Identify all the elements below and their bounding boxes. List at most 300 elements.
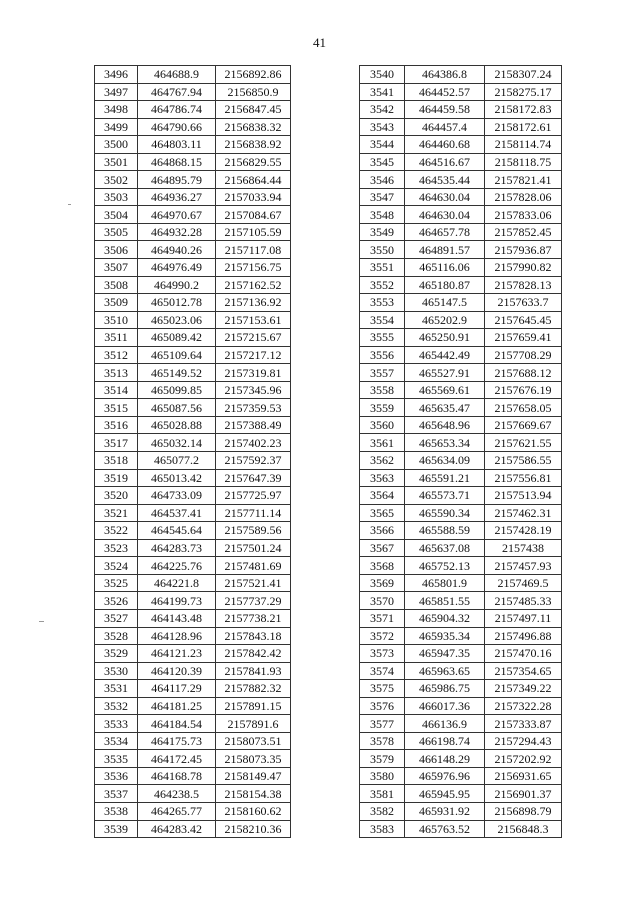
table-row [95,206,291,224]
x-coordinate-cell: 466198.74 [405,732,485,750]
y-coordinate-cell: 2157737.29 [216,592,291,610]
point-number-cell: 3524 [95,557,138,575]
y-coordinate-cell: 2157470.16 [485,645,562,663]
point-number-cell: 3528 [95,627,138,645]
y-coordinate-cell: 2158172.61 [485,118,562,136]
y-coordinate-cell: 2157217.12 [216,346,291,364]
x-coordinate-cell: 465147.5 [405,294,485,312]
y-coordinate-cell: 2157033.94 [216,188,291,206]
table-row [95,522,291,540]
table-row [360,171,562,189]
x-coordinate-cell: 464657.78 [405,223,485,241]
table-row [95,539,291,557]
y-coordinate-cell: 2157658.05 [485,399,562,417]
x-coordinate-cell: 465089.42 [138,329,216,347]
point-number-cell: 3577 [360,715,405,733]
table-row [360,487,562,505]
point-number-cell: 3580 [360,767,405,785]
point-number-cell: 3534 [95,732,138,750]
table-row [95,118,291,136]
table-row [360,592,562,610]
y-coordinate-cell: 2157688.12 [485,364,562,382]
x-coordinate-cell: 464175.73 [138,732,216,750]
point-number-cell: 3531 [95,680,138,698]
y-coordinate-cell: 2156892.86 [216,66,291,84]
y-coordinate-cell: 2157843.18 [216,627,291,645]
y-coordinate-cell: 2158172.83 [485,101,562,119]
table-row [95,802,291,820]
table-row [95,399,291,417]
y-coordinate-cell: 2156931.65 [485,767,562,785]
x-coordinate-cell: 465099.85 [138,381,216,399]
y-coordinate-cell: 2158160.62 [216,802,291,820]
table-row [360,276,562,294]
y-coordinate-cell: 2157202.92 [485,750,562,768]
x-coordinate-cell: 465963.65 [405,662,485,680]
y-coordinate-cell: 2158275.17 [485,83,562,101]
point-number-cell: 3583 [360,820,405,838]
table-row [95,311,291,329]
y-coordinate-cell: 2157669.67 [485,416,562,434]
scan-speck [68,204,71,205]
y-coordinate-cell: 2157501.24 [216,539,291,557]
point-number-cell: 3525 [95,574,138,592]
x-coordinate-cell: 465028.88 [138,416,216,434]
x-coordinate-cell: 464121.23 [138,645,216,663]
x-coordinate-cell: 464238.5 [138,785,216,803]
point-number-cell: 3550 [360,241,405,259]
x-coordinate-cell: 464128.96 [138,627,216,645]
point-number-cell: 3576 [360,697,405,715]
y-coordinate-cell: 2156838.32 [216,118,291,136]
table-row [95,504,291,522]
x-coordinate-cell: 464460.68 [405,136,485,154]
y-coordinate-cell: 2156898.79 [485,802,562,820]
point-number-cell: 3554 [360,311,405,329]
y-coordinate-cell: 2158114.74 [485,136,562,154]
y-coordinate-cell: 2156901.37 [485,785,562,803]
x-coordinate-cell: 464940.26 [138,241,216,259]
point-number-cell: 3552 [360,276,405,294]
point-number-cell: 3502 [95,171,138,189]
table-row [95,66,291,84]
x-coordinate-cell: 464895.79 [138,171,216,189]
table-row [95,241,291,259]
point-number-cell: 3572 [360,627,405,645]
point-number-cell: 3539 [95,820,138,838]
x-coordinate-cell: 464283.73 [138,539,216,557]
point-number-cell: 3557 [360,364,405,382]
y-coordinate-cell: 2157497.11 [485,609,562,627]
point-number-cell: 3530 [95,662,138,680]
y-coordinate-cell: 2158118.75 [485,153,562,171]
table-row [95,697,291,715]
table-row [95,785,291,803]
table-row [360,329,562,347]
x-coordinate-cell: 465149.52 [138,364,216,382]
x-coordinate-cell: 464630.04 [405,206,485,224]
table-row [360,259,562,277]
y-coordinate-cell: 2157481.69 [216,557,291,575]
x-coordinate-cell: 464767.94 [138,83,216,101]
x-coordinate-cell: 464452.57 [405,83,485,101]
point-number-cell: 3500 [95,136,138,154]
x-coordinate-cell: 465653.34 [405,434,485,452]
table-row [95,416,291,434]
x-coordinate-cell: 464688.9 [138,66,216,84]
table-row [95,452,291,470]
x-coordinate-cell: 466136.9 [405,715,485,733]
y-coordinate-cell: 2157842.42 [216,645,291,663]
table-row [360,223,562,241]
y-coordinate-cell: 2157828.13 [485,276,562,294]
point-number-cell: 3551 [360,259,405,277]
point-number-cell: 3569 [360,574,405,592]
y-coordinate-cell: 2157852.45 [485,223,562,241]
point-number-cell: 3545 [360,153,405,171]
x-coordinate-cell: 464221.8 [138,574,216,592]
table-row [95,223,291,241]
point-number-cell: 3501 [95,153,138,171]
table-row [360,785,562,803]
y-coordinate-cell: 2157589.56 [216,522,291,540]
y-coordinate-cell: 2158210.36 [216,820,291,838]
x-coordinate-cell: 465648.96 [405,416,485,434]
point-number-cell: 3513 [95,364,138,382]
x-coordinate-cell: 464172.45 [138,750,216,768]
x-coordinate-cell: 465250.91 [405,329,485,347]
x-coordinate-cell: 465635.47 [405,399,485,417]
table-row [95,83,291,101]
point-number-cell: 3522 [95,522,138,540]
y-coordinate-cell: 2157645.45 [485,311,562,329]
y-coordinate-cell: 2156847.45 [216,101,291,119]
table-row [360,820,562,838]
page-number: 41 [313,35,326,50]
y-coordinate-cell: 2157828.06 [485,188,562,206]
y-coordinate-cell: 2157833.06 [485,206,562,224]
x-coordinate-cell: 465077.2 [138,452,216,470]
point-number-cell: 3506 [95,241,138,259]
coordinates-table-right [359,65,562,838]
point-number-cell: 3565 [360,504,405,522]
x-coordinate-cell: 464868.15 [138,153,216,171]
table-row [95,276,291,294]
point-number-cell: 3555 [360,329,405,347]
y-coordinate-cell: 2157738.21 [216,609,291,627]
point-number-cell: 3540 [360,66,405,84]
point-number-cell: 3504 [95,206,138,224]
x-coordinate-cell: 465904.32 [405,609,485,627]
y-coordinate-cell: 2157359.53 [216,399,291,417]
x-coordinate-cell: 465588.59 [405,522,485,540]
x-coordinate-cell: 465986.75 [405,680,485,698]
y-coordinate-cell: 2156850.9 [216,83,291,101]
y-coordinate-cell: 2157936.87 [485,241,562,259]
x-coordinate-cell: 465752.13 [405,557,485,575]
point-number-cell: 3538 [95,802,138,820]
table-row [360,241,562,259]
y-coordinate-cell: 2157354.65 [485,662,562,680]
point-number-cell: 3543 [360,118,405,136]
x-coordinate-cell: 465527.91 [405,364,485,382]
y-coordinate-cell: 2158307.24 [485,66,562,84]
point-number-cell: 3499 [95,118,138,136]
point-number-cell: 3505 [95,223,138,241]
y-coordinate-cell: 2157496.88 [485,627,562,645]
table-body [95,66,291,838]
x-coordinate-cell: 465013.42 [138,469,216,487]
y-coordinate-cell: 2157469.5 [485,574,562,592]
x-coordinate-cell: 464143.48 [138,609,216,627]
table-row [360,504,562,522]
point-number-cell: 3573 [360,645,405,663]
x-coordinate-cell: 466148.29 [405,750,485,768]
point-number-cell: 3498 [95,101,138,119]
table-row [95,732,291,750]
x-coordinate-cell: 465947.35 [405,645,485,663]
table-row [95,434,291,452]
table-row [360,574,562,592]
y-coordinate-cell: 2157621.55 [485,434,562,452]
y-coordinate-cell: 2157891.15 [216,697,291,715]
x-coordinate-cell: 464283.42 [138,820,216,838]
scan-speck [39,621,44,622]
y-coordinate-cell: 2158073.51 [216,732,291,750]
table-row [360,715,562,733]
x-coordinate-cell: 465116.06 [405,259,485,277]
x-coordinate-cell: 464976.49 [138,259,216,277]
y-coordinate-cell: 2156864.44 [216,171,291,189]
y-coordinate-cell: 2157388.49 [216,416,291,434]
point-number-cell: 3537 [95,785,138,803]
coordinates-table-left [94,65,291,838]
table-row [95,662,291,680]
table-row [95,188,291,206]
table-row [360,118,562,136]
point-number-cell: 3518 [95,452,138,470]
point-number-cell: 3507 [95,259,138,277]
y-coordinate-cell: 2157319.81 [216,364,291,382]
y-coordinate-cell: 2157485.33 [485,592,562,610]
y-coordinate-cell: 2156829.55 [216,153,291,171]
y-coordinate-cell: 2157711.14 [216,504,291,522]
table-row [360,732,562,750]
y-coordinate-cell: 2157117.08 [216,241,291,259]
table-row [360,452,562,470]
point-number-cell: 3497 [95,83,138,101]
point-number-cell: 3523 [95,539,138,557]
point-number-cell: 3548 [360,206,405,224]
y-coordinate-cell: 2157333.87 [485,715,562,733]
table-row [360,627,562,645]
x-coordinate-cell: 465590.34 [405,504,485,522]
x-coordinate-cell: 464457.4 [405,118,485,136]
y-coordinate-cell: 2157153.61 [216,311,291,329]
point-number-cell: 3527 [95,609,138,627]
y-coordinate-cell: 2157556.81 [485,469,562,487]
table-row [360,680,562,698]
point-number-cell: 3512 [95,346,138,364]
point-number-cell: 3536 [95,767,138,785]
y-coordinate-cell: 2157891.6 [216,715,291,733]
y-coordinate-cell: 2157841.93 [216,662,291,680]
table-row [95,609,291,627]
table-row [360,645,562,663]
y-coordinate-cell: 2157708.29 [485,346,562,364]
y-coordinate-cell: 2157345.96 [216,381,291,399]
x-coordinate-cell: 465569.61 [405,381,485,399]
point-number-cell: 3541 [360,83,405,101]
point-number-cell: 3508 [95,276,138,294]
table-row [95,101,291,119]
x-coordinate-cell: 465087.56 [138,399,216,417]
table-row [360,364,562,382]
y-coordinate-cell: 2157676.19 [485,381,562,399]
table-row [360,609,562,627]
table-row [95,381,291,399]
table-row [95,627,291,645]
point-number-cell: 3496 [95,66,138,84]
y-coordinate-cell: 2157136.92 [216,294,291,312]
x-coordinate-cell: 466017.36 [405,697,485,715]
x-coordinate-cell: 465109.64 [138,346,216,364]
x-coordinate-cell: 464990.2 [138,276,216,294]
y-coordinate-cell: 2157428.19 [485,522,562,540]
table-row [95,557,291,575]
y-coordinate-cell: 2157457.93 [485,557,562,575]
table-row [95,715,291,733]
y-coordinate-cell: 2156838.92 [216,136,291,154]
point-number-cell: 3567 [360,539,405,557]
point-number-cell: 3547 [360,188,405,206]
point-number-cell: 3549 [360,223,405,241]
table-row [95,329,291,347]
table-row [95,680,291,698]
point-number-cell: 3519 [95,469,138,487]
point-number-cell: 3503 [95,188,138,206]
table-row [360,381,562,399]
x-coordinate-cell: 465801.9 [405,574,485,592]
point-number-cell: 3553 [360,294,405,312]
y-coordinate-cell: 2157322.28 [485,697,562,715]
table-row [360,557,562,575]
x-coordinate-cell: 464786.74 [138,101,216,119]
table-row [360,399,562,417]
x-coordinate-cell: 464168.78 [138,767,216,785]
point-number-cell: 3511 [95,329,138,347]
point-number-cell: 3582 [360,802,405,820]
x-coordinate-cell: 465573.71 [405,487,485,505]
x-coordinate-cell: 464970.67 [138,206,216,224]
table-row [360,311,562,329]
x-coordinate-cell: 465442.49 [405,346,485,364]
point-number-cell: 3542 [360,101,405,119]
x-coordinate-cell: 465935.34 [405,627,485,645]
y-coordinate-cell: 2157659.41 [485,329,562,347]
y-coordinate-cell: 2157725.97 [216,487,291,505]
table-row [95,645,291,663]
table-row [95,346,291,364]
x-coordinate-cell: 464733.09 [138,487,216,505]
point-number-cell: 3578 [360,732,405,750]
x-coordinate-cell: 464386.8 [405,66,485,84]
point-number-cell: 3581 [360,785,405,803]
point-number-cell: 3562 [360,452,405,470]
y-coordinate-cell: 2157215.67 [216,329,291,347]
table-row [360,136,562,154]
x-coordinate-cell: 464537.41 [138,504,216,522]
point-number-cell: 3526 [95,592,138,610]
point-number-cell: 3574 [360,662,405,680]
table-row [360,83,562,101]
point-number-cell: 3563 [360,469,405,487]
table-row [360,662,562,680]
point-number-cell: 3564 [360,487,405,505]
point-number-cell: 3529 [95,645,138,663]
point-number-cell: 3510 [95,311,138,329]
point-number-cell: 3520 [95,487,138,505]
table-row [360,750,562,768]
y-coordinate-cell: 2157084.67 [216,206,291,224]
y-coordinate-cell: 2157438 [485,539,562,557]
y-coordinate-cell: 2157349.22 [485,680,562,698]
table-row [95,294,291,312]
x-coordinate-cell: 465202.9 [405,311,485,329]
table-row [360,539,562,557]
y-coordinate-cell: 2157162.52 [216,276,291,294]
y-coordinate-cell: 2157521.41 [216,574,291,592]
table-row [360,802,562,820]
table-row [95,469,291,487]
x-coordinate-cell: 464545.64 [138,522,216,540]
y-coordinate-cell: 2157882.32 [216,680,291,698]
x-coordinate-cell: 464459.58 [405,101,485,119]
table-row [95,487,291,505]
y-coordinate-cell: 2157462.31 [485,504,562,522]
y-coordinate-cell: 2157105.59 [216,223,291,241]
x-coordinate-cell: 464184.54 [138,715,216,733]
y-coordinate-cell: 2157513.94 [485,487,562,505]
y-coordinate-cell: 2157402.23 [216,434,291,452]
table-row [95,750,291,768]
point-number-cell: 3559 [360,399,405,417]
point-number-cell: 3532 [95,697,138,715]
table-row [360,416,562,434]
table-body [360,66,562,838]
point-number-cell: 3517 [95,434,138,452]
table-row [360,101,562,119]
point-number-cell: 3521 [95,504,138,522]
point-number-cell: 3568 [360,557,405,575]
x-coordinate-cell: 464265.77 [138,802,216,820]
table-row [95,364,291,382]
x-coordinate-cell: 465851.55 [405,592,485,610]
x-coordinate-cell: 464181.25 [138,697,216,715]
point-number-cell: 3514 [95,381,138,399]
table-row [360,206,562,224]
x-coordinate-cell: 465945.95 [405,785,485,803]
y-coordinate-cell: 2156848.3 [485,820,562,838]
point-number-cell: 3570 [360,592,405,610]
x-coordinate-cell: 464630.04 [405,188,485,206]
y-coordinate-cell: 2157821.41 [485,171,562,189]
point-number-cell: 3533 [95,715,138,733]
point-number-cell: 3579 [360,750,405,768]
y-coordinate-cell: 2157633.7 [485,294,562,312]
y-coordinate-cell: 2158154.38 [216,785,291,803]
x-coordinate-cell: 464803.11 [138,136,216,154]
